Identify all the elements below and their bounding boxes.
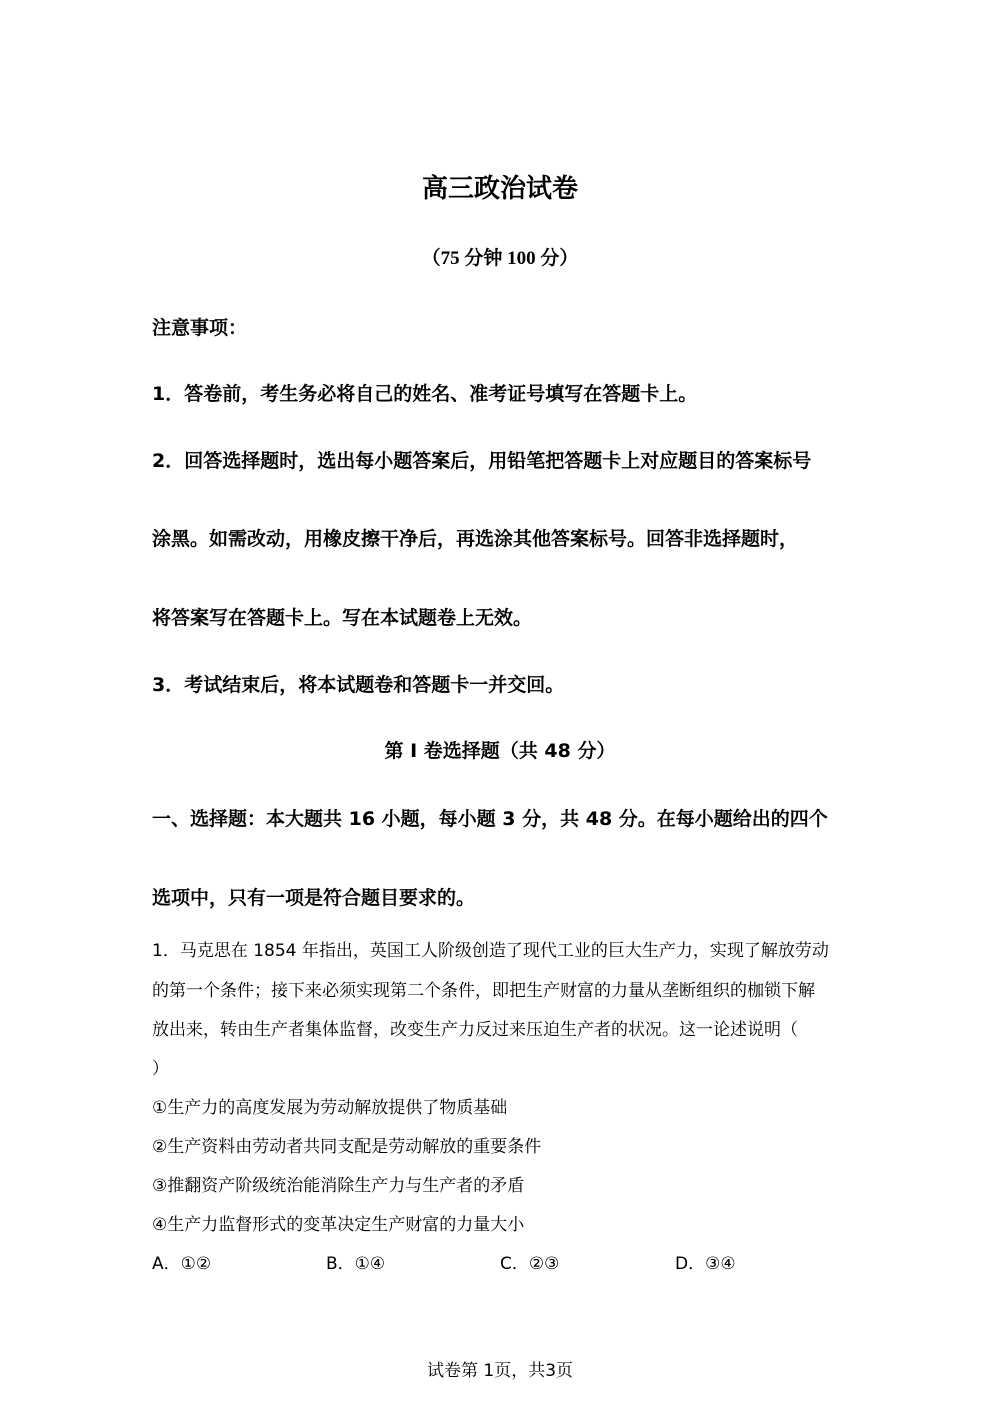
exam-title: 高三政治试卷 (421, 174, 578, 204)
section-instruction-line-1: 一、选择题：本大题共 16 小题，每小题 3 分，共 48 分。在每小题给出的四个 (152, 808, 828, 830)
notice-item-2-line-2: 涂黑。如需改动，用橡皮擦干净后，再选涂其他答案标号。回答非选择题时， (152, 528, 799, 550)
question-1-statement-4: ④生产力监督形式的变革决定生产财富的力量大小 (152, 1215, 525, 1235)
question-1-statement-2: ②生产资料由劳动者共同支配是劳动解放的重要条件 (152, 1137, 542, 1157)
notice-item-1: 1．答卷前，考生务必将自己的姓名、准考证号填写在答题卡上。 (152, 383, 698, 405)
section-instruction-line-2: 选项中，只有一项是符合题目要求的。 (152, 887, 476, 909)
section-title: 第 I 卷选择题（共 48 分） (384, 740, 616, 762)
notice-item-2-line-3: 将答案写在答题卡上。写在本试题卷上无效。 (152, 607, 533, 629)
question-1-stem-line-2: 的第一个条件；接下来必须实现第二个条件，即把生产财富的力量从垄断组织的枷锁下解 (152, 981, 815, 1001)
question-1-statement-1: ①生产力的高度发展为劳动解放提供了物质基础 (152, 1098, 508, 1118)
question-1-stem-line-1: 1．马克思在 1854 年指出，英国工人阶级创造了现代工业的巨大生产力，实现了解放劳动 (152, 941, 829, 961)
exam-duration: （75 分钟 100 分） (421, 248, 579, 269)
page-footer: 试卷第 1页，共3页 (426, 1361, 574, 1381)
notice-item-2-line-1: 2．回答选择题时，选出每小题答案后，用铅笔把答题卡上对应题目的答案标号 (152, 450, 812, 472)
question-1-statement-3: ③推翻资产阶级统治能消除生产力与生产者的矛盾 (152, 1176, 525, 1196)
question-1-option-b: B．①④ (326, 1254, 386, 1274)
question-1-option-d: D．③④ (675, 1254, 736, 1274)
notice-heading: 注意事项： (152, 317, 248, 339)
question-1-stem-line-3: 放出来，转由生产者集体监督，改变生产力反过来压迫生产者的状况。这一论述说明（ (152, 1020, 798, 1040)
question-1-option-c: C．②③ (500, 1254, 560, 1274)
question-1-stem-line-4: ） (152, 1059, 169, 1079)
notice-item-3: 3．考试结束后，将本试题卷和答题卡一并交回。 (152, 674, 565, 696)
question-1-option-a: A．①② (152, 1254, 212, 1274)
